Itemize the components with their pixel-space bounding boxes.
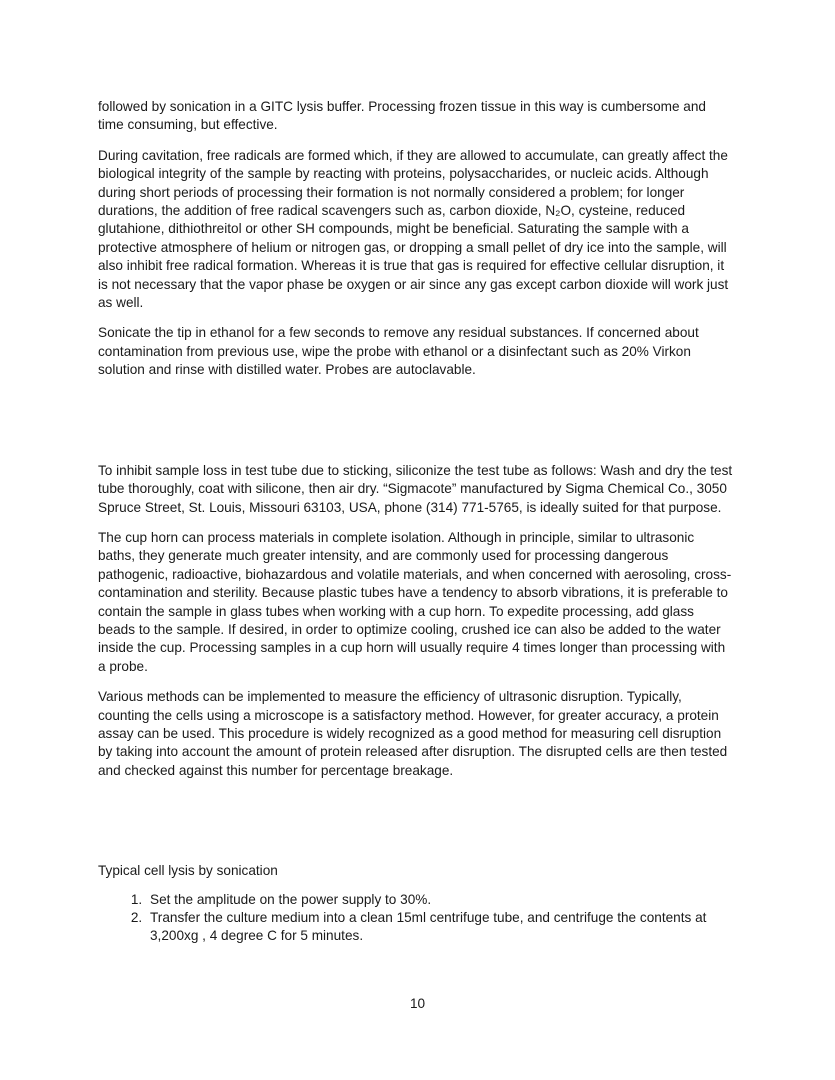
- paragraph-free-radicals: During cavitation, free radicals are formed which, if they are allowed to accumulate, can greatly affect the biological integrity of the sample by reacting with proteins, polysaccharides, or nucleic acids. Although during short periods of processing their formation is not normally considered a problem; for longer durations, the addition of free radical scavengers such as, carbon dioxide, N₂O, cysteine, reduced glutahione, dithiothreitol or other SH compounds, might be beneficial. Saturating the sample with a protective atmosphere of helium or nitrogen gas, or dropping a small pellet of dry ice into the sample, will also inhibit free radical formation. Whereas it is true that gas is required for effective cellular disruption, it is not necessary that the vapor phase be oxygen or air since any gas except carbon dioxide will work just as well.: [98, 147, 729, 311]
- document-page: [98, 98, 734, 946]
- section-spacer: [98, 392, 734, 462]
- paragraph-gitc-lysis: followed by sonication in a GITC lysis buffer. Processing frozen tissue in this way is cumbersome and time consuming, but effective.: [98, 99, 706, 133]
- protocol-title: Typical cell lysis by sonication: [98, 863, 278, 879]
- protocol-step: 1. Set the amplitude on the power supply to 30%.: [146, 891, 734, 909]
- section-spacer: [98, 792, 734, 862]
- protocol-steps-list: [98, 891, 734, 946]
- page-number: 10: [409, 996, 426, 1011]
- protocol-step: 2. Transfer the culture medium into a clean 15ml centrifuge tube, and centrifuge the contents at 3,200xg , 4 degree C for 5 minutes.: [146, 909, 734, 946]
- paragraph-sonicate-tip: Sonicate the tip in ethanol for a few seconds to remove any residual substances. If concerned about contamination from previous use, wipe the probe with ethanol or a disinfectant such as 20% Virkon solution and rinse with distilled water. Probes are autoclavable.: [98, 325, 699, 378]
- paragraph-siliconize: To inhibit sample loss in test tube due to sticking, siliconize the test tube as follows: Wash and dry the test tube thoroughly, coat with silicone, then air dry. “Sigmacote” manufactured by Sigma Chemical Co., 3050 Spruce Street, St. Louis, Missouri 63103, USA, phone (314) 771-5765, is ideally suited for that purpose.: [98, 462, 733, 515]
- paragraph-efficiency: Various methods can be implemented to measure the efficiency of ultrasonic disruption. Typically, counting the cells using a microscope is a satisfactory method. However, for greater accuracy, a protein assay can be used. This procedure is widely recognized as a good method for measuring cell disruption by taking into account the amount of protein released after disruption. The disrupted cells are then tested and checked against this number for percentage breakage.: [98, 689, 728, 778]
- paragraph-cup-horn: The cup horn can process materials in complete isolation. Although in principle, similar to ultrasonic baths, they generate much greater intensity, and are commonly used for processing dangerous pathogenic, radioactive, biohazardous and volatile materials, and when concerned with aerosoling, cross-contamination and sterility. Because plastic tubes have a tendency to absorb vibrations, it is preferable to contain the sample in glass tubes when working with a cup horn. To expedite processing, add glass beads to the sample. If desired, in order to optimize cooling, crushed ice can also be added to the water inside the cup. Processing samples in a cup horn will usually require 4 times longer than processing with a probe.: [98, 529, 732, 674]
